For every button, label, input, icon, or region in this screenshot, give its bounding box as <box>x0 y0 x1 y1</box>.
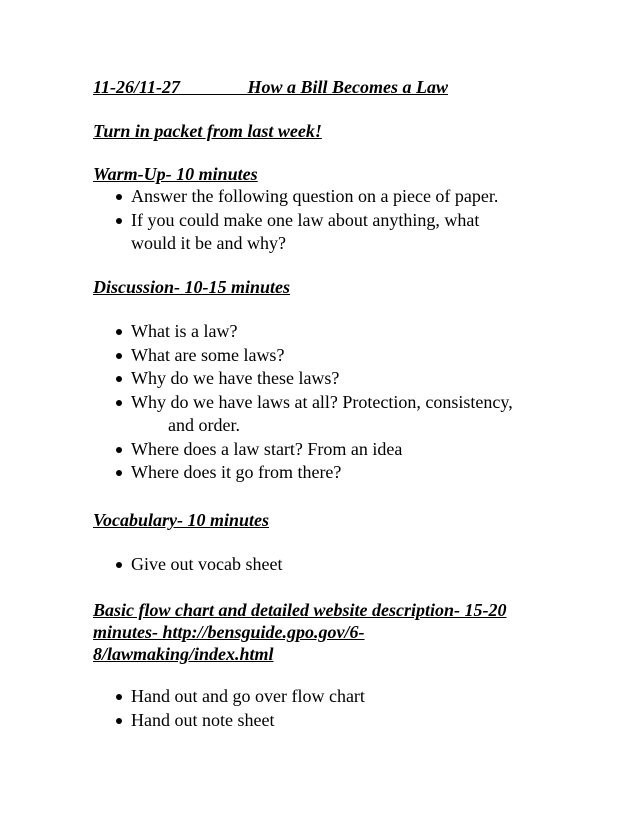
vocabulary-heading: Vocabulary- 10 minutes <box>93 510 270 530</box>
list-item <box>0 438 551 462</box>
list-item-text: If you could make one law about anything, what would it be and why? <box>131 209 480 253</box>
list-item <box>0 553 551 577</box>
list-item-text: Where does it go from there? <box>131 462 342 482</box>
bullet-icon <box>116 400 122 406</box>
bullet-icon <box>116 562 122 568</box>
bullet-icon <box>116 447 122 453</box>
bullet-icon <box>116 194 122 200</box>
list-item-text: Hand out note sheet <box>131 709 275 730</box>
list-item <box>0 344 551 368</box>
list-item-text: and order. <box>168 415 240 435</box>
list-item <box>0 209 551 256</box>
discussion-heading: Discussion- 10-15 minutes <box>93 277 291 297</box>
reminder-heading: Turn in packet from last week! <box>93 121 322 141</box>
header-line <box>93 76 448 98</box>
list-item <box>0 391 551 415</box>
bullet-icon <box>116 353 122 359</box>
list-item <box>0 461 551 485</box>
list-item-text: Give out vocab sheet <box>131 554 283 574</box>
list-item <box>0 709 551 733</box>
list-item-text: Why do we have laws at all? Protection, consistency, <box>131 391 513 412</box>
list-item-text: Why do we have these laws? <box>131 368 340 388</box>
list-item-text: Hand out and go over flow chart <box>131 686 365 706</box>
header-date: 11-26/11-27 <box>93 77 181 97</box>
list-item-text: Answer the following question on a piece of paper. <box>131 186 499 206</box>
list-item <box>0 320 551 344</box>
flowchart-list <box>0 685 551 732</box>
bullet-icon <box>116 376 122 382</box>
bullet-icon <box>116 329 122 335</box>
bullet-icon <box>116 218 122 224</box>
list-item-text: What are some laws? <box>131 344 285 365</box>
list-item <box>0 685 551 709</box>
flowchart-heading: Basic flow chart and detailed website description- 15-20 minutes- http://bensguide.gpo.gov/6-8/lawmaking/index.html <box>93 600 507 664</box>
discussion-list <box>0 320 551 485</box>
header-title: How a Bill Becomes a Law <box>247 77 449 97</box>
list-item <box>0 367 551 391</box>
list-item <box>0 185 551 209</box>
vocabulary-list <box>0 553 551 577</box>
list-item-continuation <box>0 414 551 438</box>
warmup-list <box>0 185 551 256</box>
list-item-text: Where does a law start? From an idea <box>131 438 403 459</box>
bullet-icon <box>116 694 122 700</box>
bullet-icon <box>116 718 122 724</box>
list-item-text: What is a law? <box>131 321 238 341</box>
header-spacer <box>180 77 248 97</box>
bullet-icon <box>116 470 122 476</box>
warmup-heading: Warm-Up- 10 minutes <box>93 164 258 184</box>
